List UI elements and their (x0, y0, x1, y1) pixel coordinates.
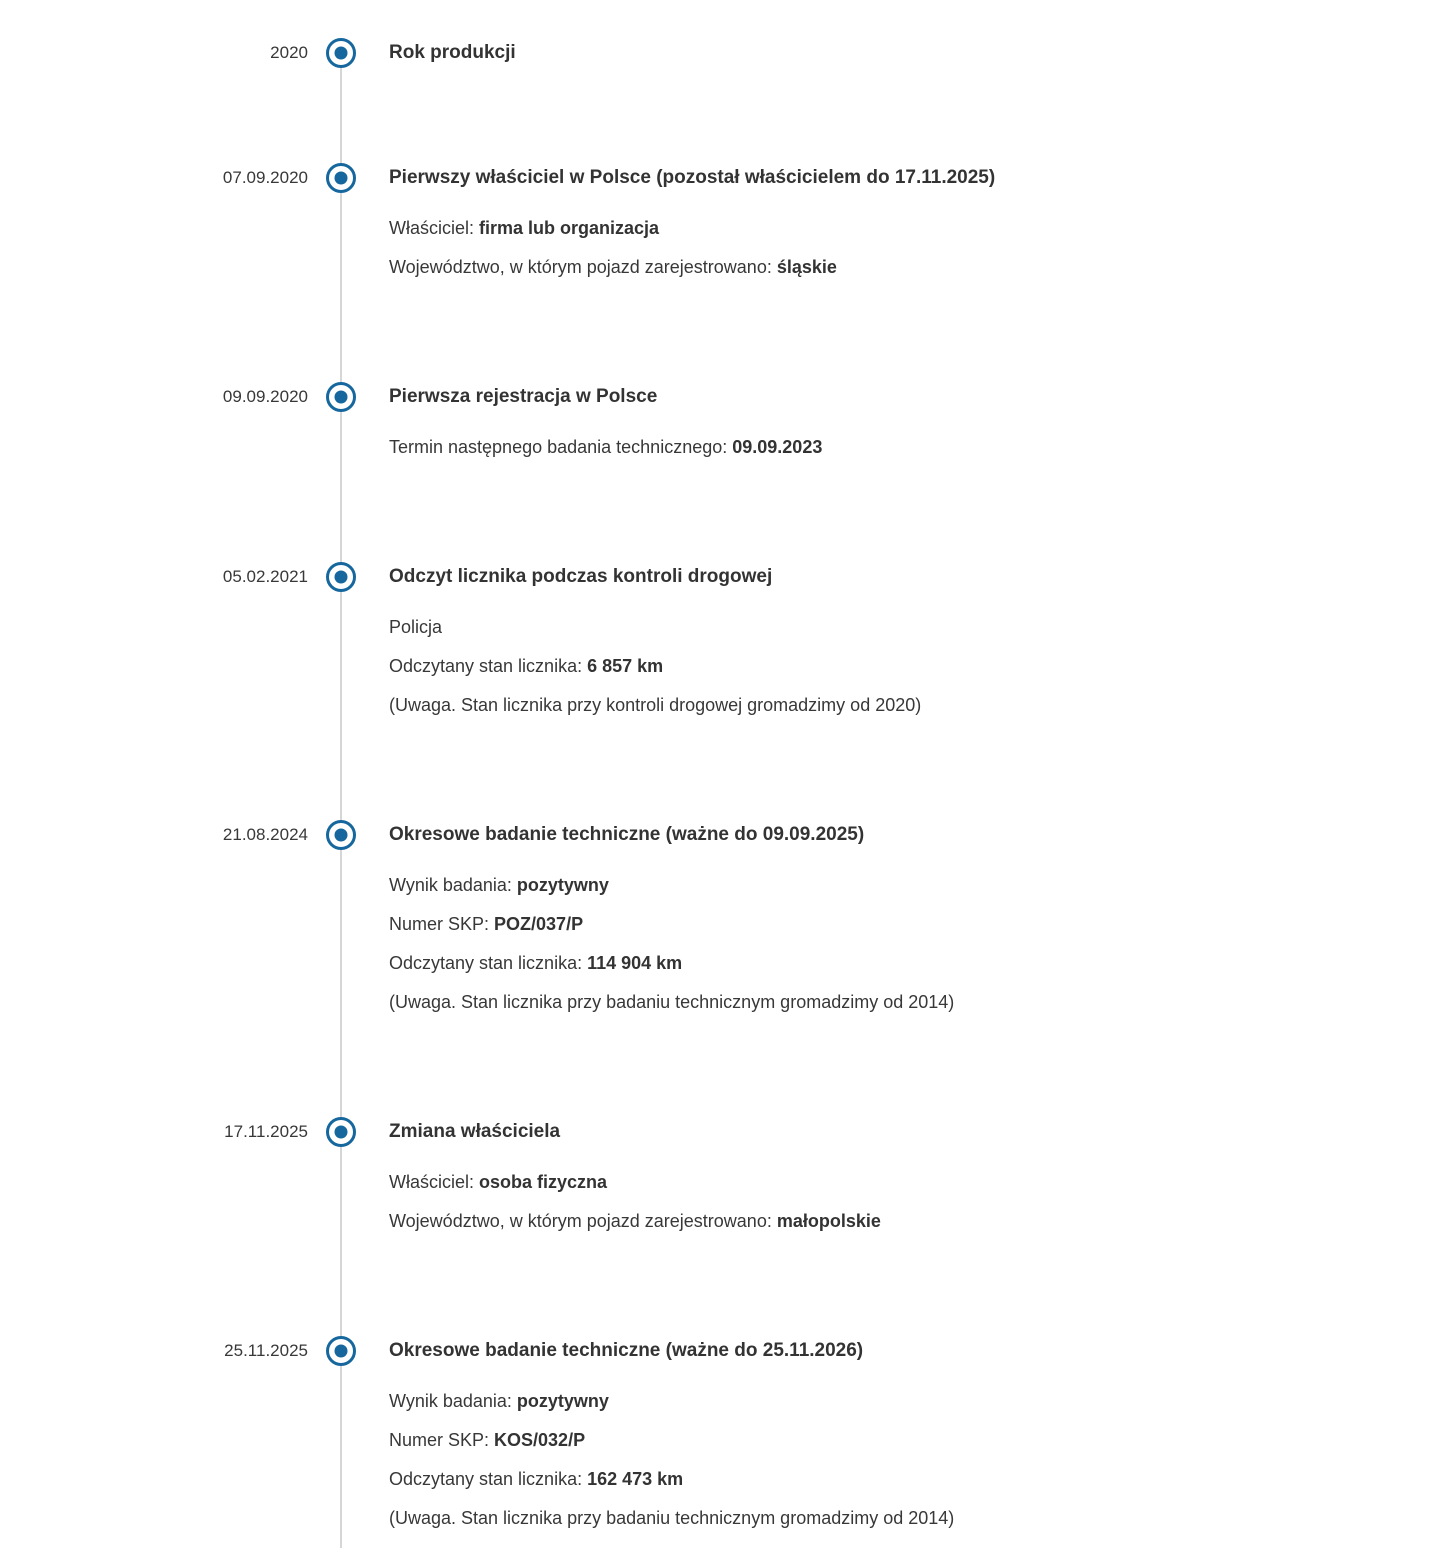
timeline-events (0, 38, 1440, 1538)
event-date: 07.09.2020 (222, 168, 308, 187)
timeline-marker-icon (326, 820, 356, 850)
timeline-marker-icon (326, 1117, 356, 1147)
event-detail-line: Województwo, w którym pojazd zarejestrowano: śląskie (389, 257, 837, 277)
event-details (389, 1382, 1400, 1538)
event-date: 09.09.2020 (222, 387, 308, 406)
event-body (374, 382, 1440, 467)
event-detail-line: Wynik badania: pozytywny (389, 875, 609, 895)
timeline-event (0, 1336, 1440, 1538)
event-detail-line: (Uwaga. Stan licznika przy badaniu technicznym gromadzimy od 2014) (389, 1508, 955, 1528)
event-title: Zmiana właściciela (389, 1121, 561, 1142)
event-detail-line: Wynik badania: pozytywny (389, 1391, 609, 1411)
event-details (389, 1163, 1400, 1241)
timeline-event (0, 562, 1440, 725)
event-body (374, 163, 1440, 287)
event-details (389, 428, 1400, 467)
event-detail-line: Policja (389, 617, 443, 637)
event-title: Okresowe badanie techniczne (ważne do 25.11.2026) (389, 1340, 864, 1361)
event-marker-cell (308, 38, 374, 68)
event-title: Rok produkcji (389, 42, 516, 63)
event-body (374, 820, 1440, 1022)
event-detail-line: Właściciel: osoba fizyczna (389, 1172, 608, 1192)
timeline-marker-icon (326, 382, 356, 412)
event-title: Pierwszy właściciel w Polsce (pozostał właścicielem do 17.11.2025) (389, 167, 996, 188)
event-detail-line: (Uwaga. Stan licznika przy kontroli drogowej gromadzimy od 2020) (389, 695, 922, 715)
timeline-event (0, 820, 1440, 1022)
event-date: 17.11.2025 (224, 1122, 308, 1141)
event-marker-cell (308, 1336, 374, 1366)
event-title: Odczyt licznika podczas kontroli drogowej (389, 566, 773, 587)
timeline-event (0, 38, 1440, 68)
event-detail-line: Właściciel: firma lub organizacja (389, 218, 660, 238)
timeline-marker-icon (326, 163, 356, 193)
event-date: 21.08.2024 (222, 825, 308, 844)
event-details (389, 608, 1400, 725)
timeline-event (0, 163, 1440, 287)
timeline-event (0, 382, 1440, 467)
event-body (374, 1336, 1440, 1538)
event-detail-line: (Uwaga. Stan licznika przy badaniu technicznym gromadzimy od 2014) (389, 992, 955, 1012)
timeline-event (0, 1117, 1440, 1241)
event-detail-line: Termin następnego badania technicznego: 09.09.2023 (389, 437, 823, 457)
timeline-marker-icon (326, 38, 356, 68)
event-body (374, 1117, 1440, 1241)
event-detail-line: Numer SKP: KOS/032/P (389, 1430, 586, 1450)
event-title: Okresowe badanie techniczne (ważne do 09.09.2025) (389, 824, 865, 845)
event-date: 25.11.2025 (224, 1341, 308, 1360)
event-marker-cell (308, 1117, 374, 1147)
event-marker-cell (308, 562, 374, 592)
event-detail-line: Odczytany stan licznika: 114 904 km (389, 953, 683, 973)
timeline-marker-icon (326, 1336, 356, 1366)
event-detail-line: Odczytany stan licznika: 162 473 km (389, 1469, 684, 1489)
event-body (374, 562, 1440, 725)
event-marker-cell (308, 820, 374, 850)
timeline-marker-icon (326, 562, 356, 592)
event-detail-line: Numer SKP: POZ/037/P (389, 914, 584, 934)
event-marker-cell (308, 163, 374, 193)
event-marker-cell (308, 382, 374, 412)
event-date: 2020 (270, 43, 308, 62)
event-body (374, 38, 1440, 68)
event-detail-line: Województwo, w którym pojazd zarejestrowano: małopolskie (389, 1211, 881, 1231)
event-details (389, 209, 1400, 287)
event-details (389, 866, 1400, 1022)
event-title: Pierwsza rejestracja w Polsce (389, 386, 658, 407)
event-date: 05.02.2021 (222, 567, 308, 586)
event-detail-line: Odczytany stan licznika: 6 857 km (389, 656, 664, 676)
